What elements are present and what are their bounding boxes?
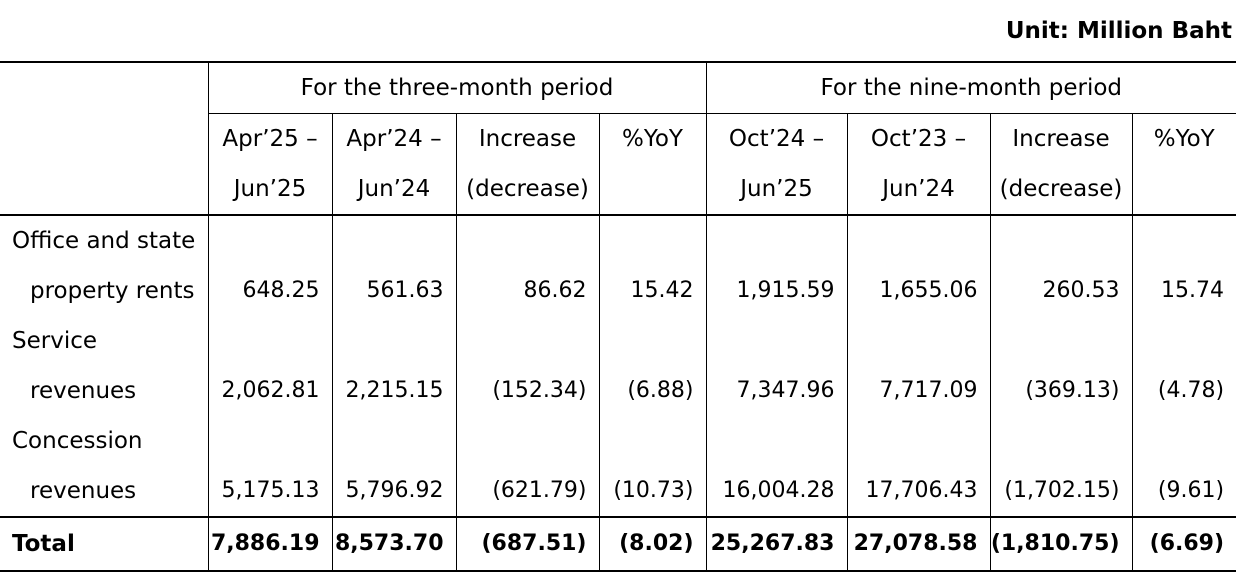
col-header: Increase (decrease) [990,114,1132,216]
col-header: %YoY [1132,114,1236,216]
table-cell: 1,915.59 [706,215,847,316]
table-cell: 2,215.15 [332,316,456,416]
col-header: Apr’25 – Jun’25 [208,114,332,216]
row-label: Service revenues [12,328,137,404]
total-label: Total [0,517,208,571]
unit-label: Unit: Million Baht [1005,18,1232,44]
total-cell: 25,267.83 [706,517,847,571]
total-cell: 8,573.70 [332,517,456,571]
table-cell: 15.74 [1132,215,1236,316]
table-row [0,416,1236,517]
table-cell: 260.53 [990,215,1132,316]
total-row [0,517,1236,571]
table-cell: 7,347.96 [706,316,847,416]
table-cell: (4.78) [1132,316,1236,416]
table-cell: 1,655.06 [847,215,990,316]
header-empty-cell [0,62,208,215]
group-header-three-month: For the three-month period [208,62,706,114]
table-cell: (621.79) [456,416,599,517]
table-cell: 561.63 [332,215,456,316]
row-label: Office and state property rents [12,228,196,304]
table-cell: 648.25 [208,215,332,316]
table-cell: (6.88) [599,316,706,416]
table-cell: 86.62 [456,215,599,316]
total-cell: (687.51) [456,517,599,571]
revenue-table [0,61,1236,572]
table-cell: (9.61) [1132,416,1236,517]
table-cell: (369.13) [990,316,1132,416]
table-cell: 7,717.09 [847,316,990,416]
col-header: Oct’24 – Jun’25 [706,114,847,216]
table-cell: 17,706.43 [847,416,990,517]
table-cell: 2,062.81 [208,316,332,416]
col-header: Apr’24 – Jun’24 [332,114,456,216]
table-cell: (10.73) [599,416,706,517]
total-cell: 7,886.19 [208,517,332,571]
col-header: Oct’23 – Jun’24 [847,114,990,216]
total-cell: 27,078.58 [847,517,990,571]
table-cell: 15.42 [599,215,706,316]
table-cell: 5,175.13 [208,416,332,517]
row-label: Concession revenues [12,428,143,504]
table-cell: 16,004.28 [706,416,847,517]
table-cell: (152.34) [456,316,599,416]
total-cell: (6.69) [1132,517,1236,571]
col-header: %YoY [599,114,706,216]
total-cell: (1,810.75) [990,517,1132,571]
table-cell: 5,796.92 [332,416,456,517]
table-cell: (1,702.15) [990,416,1132,517]
table-row [0,215,1236,316]
col-header: Increase (decrease) [456,114,599,216]
table-row [0,316,1236,416]
group-header-nine-month: For the nine-month period [706,62,1236,114]
total-cell: (8.02) [599,517,706,571]
